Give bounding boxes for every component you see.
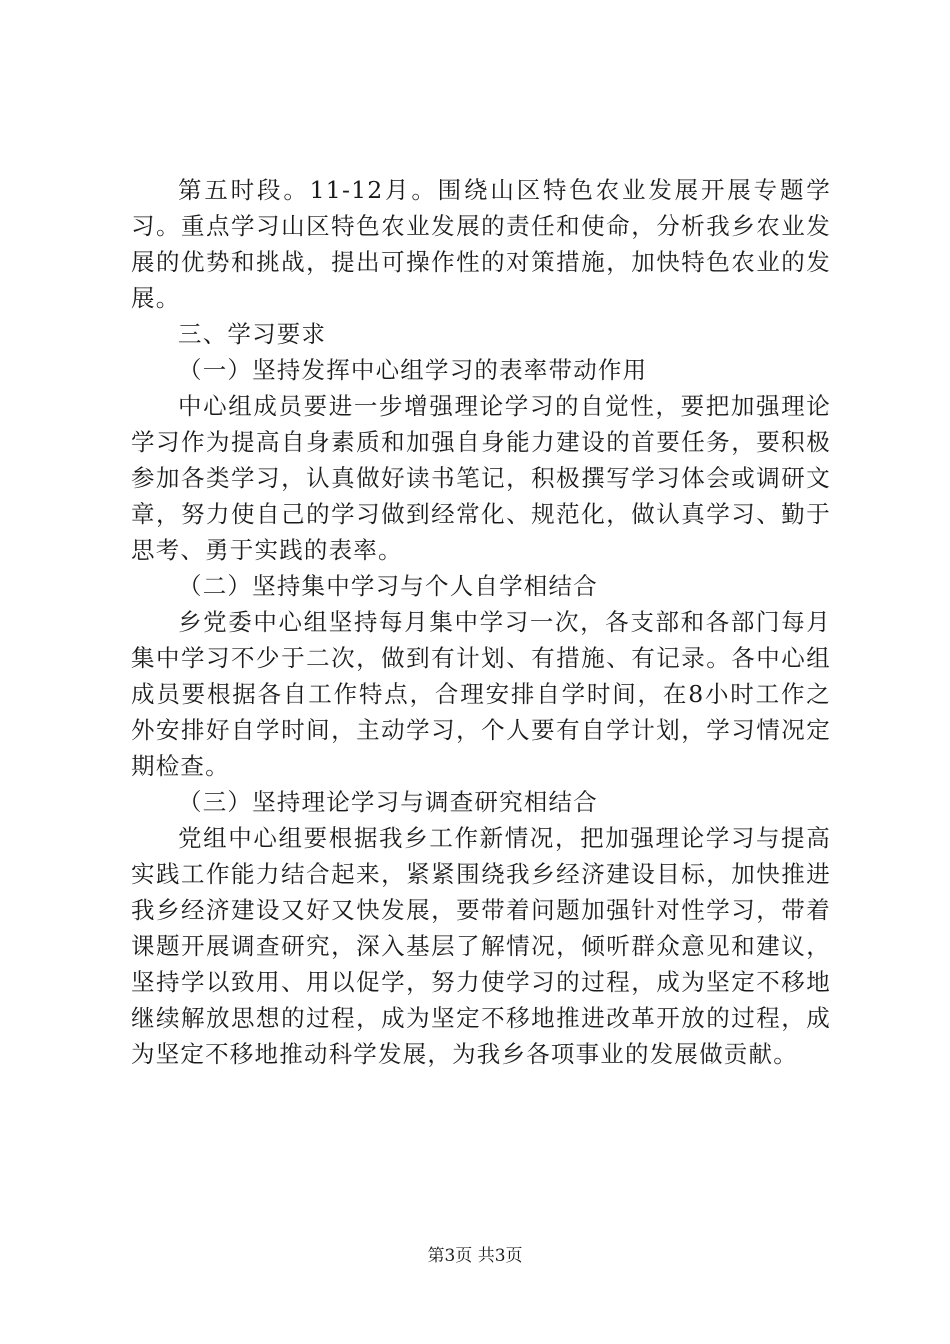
page-number-label: 第3页 共3页 xyxy=(427,1246,523,1266)
subheading-2: （二）坚持集中学习与个人自学相结合 xyxy=(178,572,598,600)
paragraph-subheading-2: 乡党委中心组坚持每月集中学习一次，各支部和各部门每月集中学习不少于二次，做到有计划、有措施、有记录。各中心组成员要根据各自工作特点，合理安排自学时间，在8小时工作之外安排好自学时间，主动学习，个人要有自学计划，学习情况定期检查。 xyxy=(131,608,831,780)
paragraph-fifth-period: 第五时段。11-12月。围绕山区特色农业发展开展专题学习。重点学习山区特色农业发展的责任和使命，分析我乡农业发展的优势和挑战，提出可操作性的对策措施，加快特色农业的发展。 xyxy=(131,176,831,312)
heading-study-requirements: 三、学习要求 xyxy=(178,320,327,348)
subheading-3: （三）坚持理论学习与调查研究相结合 xyxy=(178,788,598,816)
paragraph-subheading-1: 中心组成员要进一步增强理论学习的自觉性，要把加强理论学习作为提高自身素质和加强自身能力建设的首要任务，要积极参加各类学习，认真做好读书笔记，积极撰写学习体会或调研文章，努力使自己的学习做到经常化、规范化，做认真学习、勤于思考、勇于实践的表率。 xyxy=(131,392,831,564)
subheading-1: （一）坚持发挥中心组学习的表率带动作用 xyxy=(178,356,648,384)
paragraph-subheading-3: 党组中心组要根据我乡工作新情况，把加强理论学习与提高实践工作能力结合起来，紧紧围绕我乡经济建设目标，加快推进我乡经济建设又好又快发展，要带着问题加强针对性学习，带着课题开展调查研究，深入基层了解情况，倾听群众意见和建议，坚持学以致用、用以促学，努力使学习的过程，成为坚定不移地继续解放思想的过程，成为坚定不移地推进改革开放的过程，成为坚定不移地推动科学发展，为我乡各项事业的发展做贡献。 xyxy=(131,824,831,1068)
document-body xyxy=(131,172,831,1072)
page-footer xyxy=(0,1244,950,1268)
